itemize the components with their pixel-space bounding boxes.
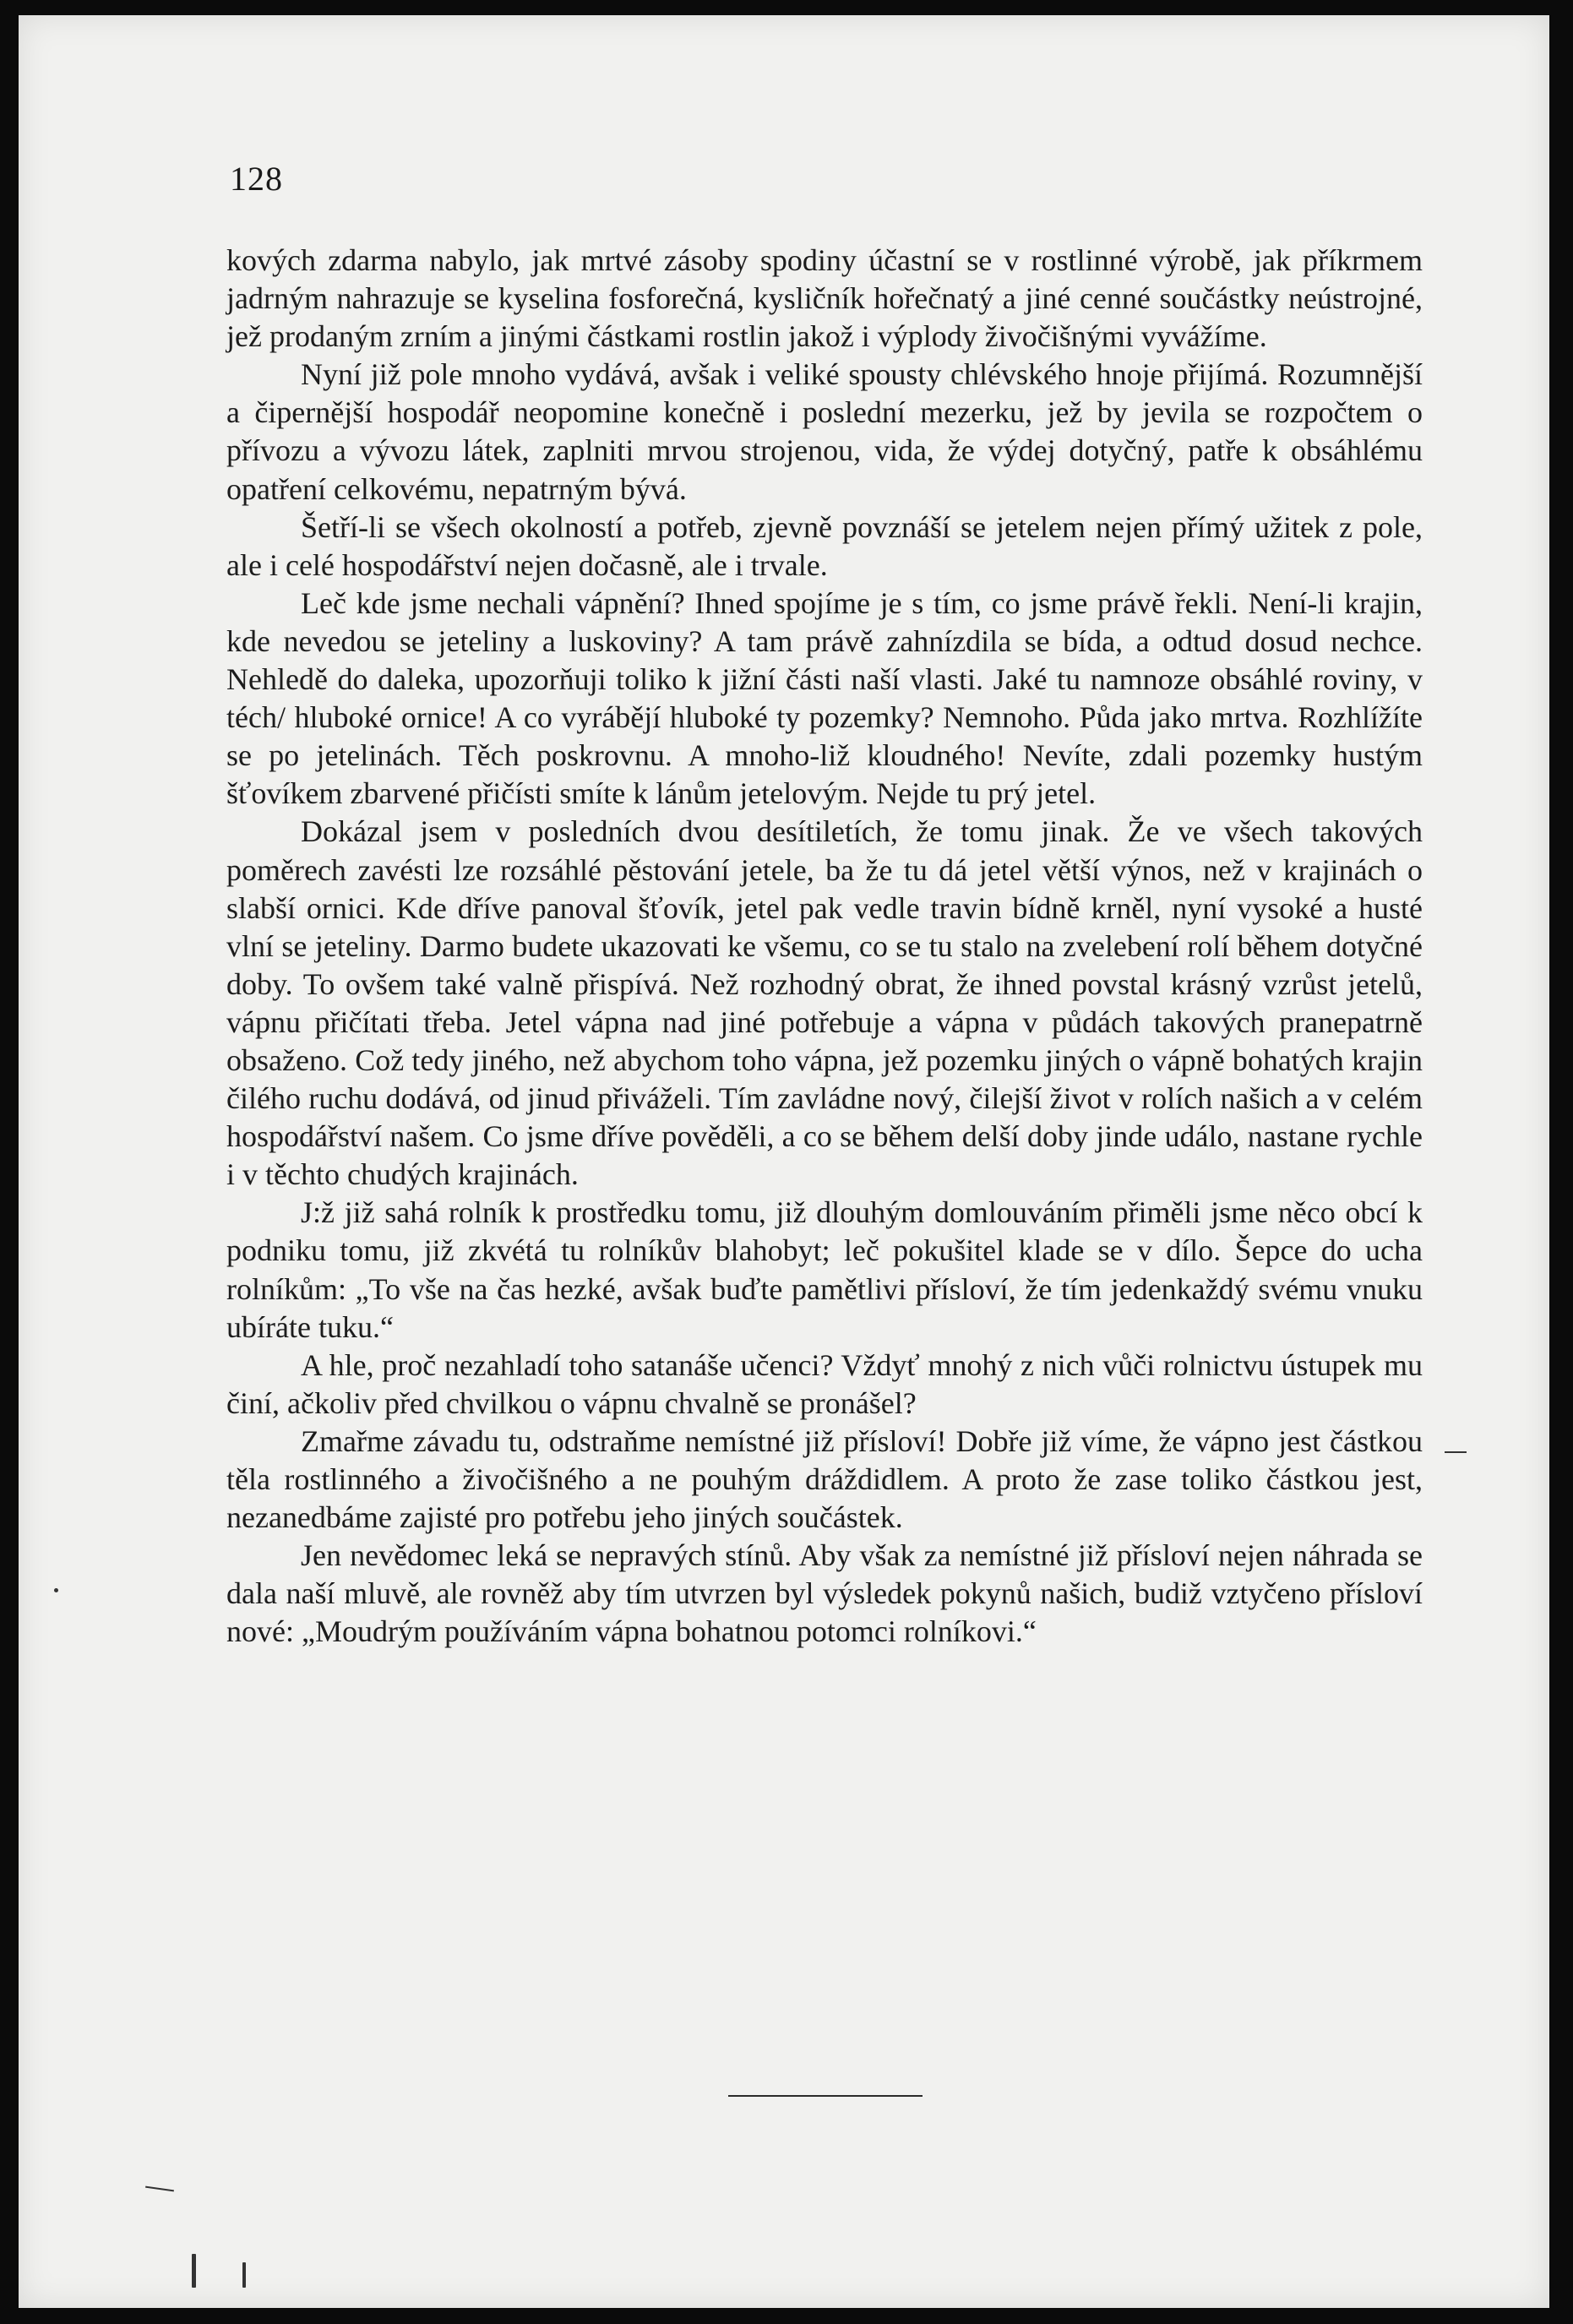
- paragraph-8: Zmařme závadu tu, odstraňme nemístné již přísloví! Dobře již víme, že vápno jest částkou těla rostlinného a živočišného a ne pouhým dráždidlem. A proto že zase toliko částkou jest, nezanedbáme zajisté pro potřebu jeho jiných součástek.: [226, 1423, 1423, 1535]
- scan-speck: [145, 2186, 174, 2192]
- page-number: 128: [230, 160, 283, 198]
- paragraph-3: Šetří-li se všech okolností a potřeb, zjevně povznáší se jetelem nejen přímý užitek z pole, ale i celé hospodářství nejen dočasně, ale i trvale.: [226, 509, 1423, 582]
- paragraph-9: Jen nevědomec leká se nepravých stínů. Aby však za nemístné již přísloví nejen náhrada se dala naší mluvě, ale rovněž aby tím utvrzen byl výsledek pokynů našich, budiž vztyčeno přísloví nové: „Moudrým používáním vápna bohatnou potomci rolníkovi.“: [226, 1538, 1423, 1649]
- scan-speck: [192, 2254, 196, 2288]
- scan-speck: [54, 1588, 58, 1592]
- paragraph-5: Dokázal jsem v posledních dvou desítiletích, že tomu jinak. Že ve všech takových poměrech zavésti lze rozsáhlé pěstování jetele, ba že tu dá jetel větší výnos, než v krajinách o slabší ornici. Kde dříve panoval šťovík, jetel pak vedle travin bídně krněl, nyní vysoké a husté vlní se jeteliny. Darmo budete ukazovati ke všemu, co se tu stalo na zvelebení rolí během dotyčné doby. To ovšem také valně přispívá. Než rozhodný obrat, že ihned povstal krásný vzrůst jetelů, vápnu přičítati třeba. Jetel vápna nad jiné potřebuje a vápna v půdách takových pranepatrně obsaženo. Což tedy jiného, než abychom toho vápna, jež pozemku jiných o vápně bohatých krajin čilého ruchu dodává, od jinud přiváželi. Tím zavládne nový, čilejší život v rolích našich a v celém hospodářství našem. Co jsme dříve pověděli, a co se během delší doby jinde událo, nastane rychle i v těchto chudých krajinách.: [226, 814, 1423, 1192]
- paragraph-6: J:ž již sahá rolník k prostředku tomu, již dlouhým domlouváním přiměli jsme něco obcí k podniku tomu, již zkvétá tu rolníkův blahobyt; leč pokušitel klade se v dílo. Šepce do ucha rolníkům: „To vše na čas hezké, avšak buďte pamětlivi přísloví, že tím jedenkaždý svému vnuku ubíráte tuku.“: [226, 1195, 1423, 1344]
- body-text: [226, 242, 1423, 1651]
- scan-speck: [1445, 1451, 1467, 1453]
- paragraph-4: Leč kde jsme nechali vápnění? Ihned spojíme je s tím, co jsme právě řekli. Není-li krajin, kde nevedou se jeteliny a luskoviny? A tam právě zahnízdila se bída, a odtud dosud nechce. Nehledě do daleka, upozorňuji toliko k jižní části naší vlasti. Jaké tu namnoze obsáhlé roviny, v téch/ hluboké ornice! A co vyrábějí hluboké ty pozemky? Nemnoho. Půda jako mrtva. Rozhlížíte se po jetelinách. Těch poskrovnu. A mnoho-liž kloudného! Nevíte, zdali pozemky hustým šťovíkem zbarvené přičísti smíte k lánům jetelovým. Nejde tu prý jetel.: [226, 585, 1423, 811]
- paragraph-7: A hle, proč nezahladí toho satanáše učenci? Vždyť mnohý z nich vůči rolnictvu ústupek mu činí, ačkoliv před chvilkou o vápnu chvalně se pronášel?: [226, 1347, 1423, 1420]
- paragraph-1: kových zdarma nabylo, jak mrtvé zásoby spodiny účastní se v rostlinné výrobě, jak příkrmem jadrným nahrazuje se kyselina fosforečná, kysličník hořečnatý a jiné cenné součástky neústrojné, jež prodaným zrním a jinými částkami rostlin jakož i výplody živočišnými vyvážíme.: [226, 243, 1423, 354]
- paragraph-2: Nyní již pole mnoho vydává, avšak i veliké spousty chlévského hnoje přijímá. Rozumnější a čipernější hospodář neopomine konečně i poslední mezerku, jež by jevila se rozpočtem o přívozu a vývozu látek, zaplniti mrvou strojenou, vida, že výdej dotyčný, patře k obsáhlému opatření celkovému, nepatrným bývá.: [226, 357, 1423, 506]
- book-page: [19, 15, 1549, 2308]
- end-rule: [728, 2095, 923, 2097]
- scan-speck: [242, 2262, 246, 2288]
